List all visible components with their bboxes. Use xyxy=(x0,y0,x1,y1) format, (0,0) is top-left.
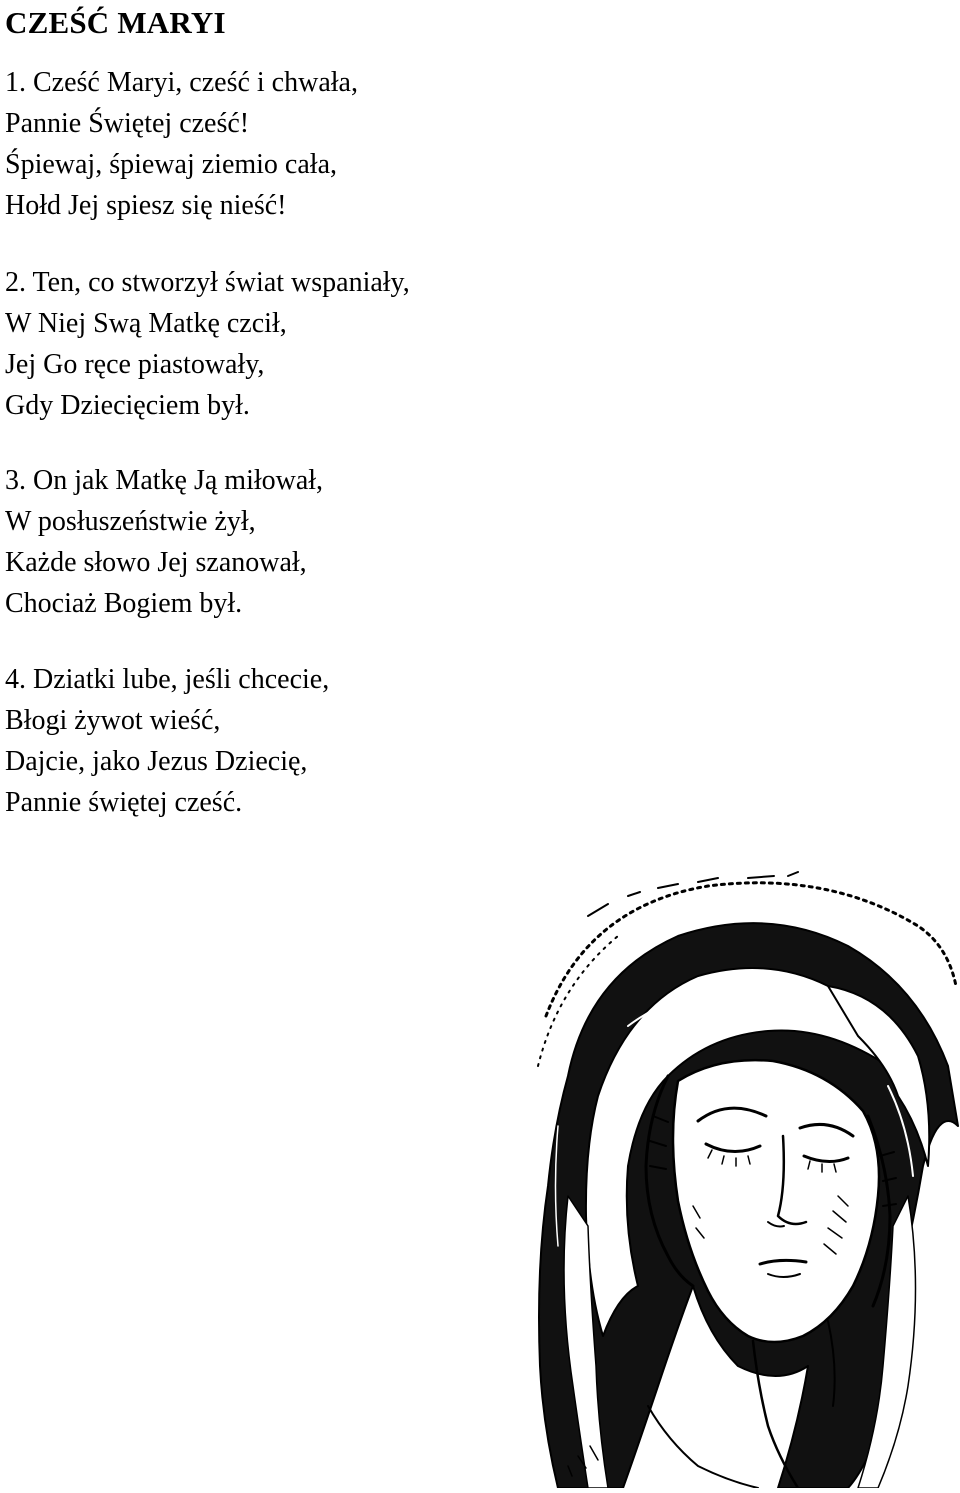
stanza-1 xyxy=(5,62,358,226)
page-title: CZEŚĆ MARYI xyxy=(5,5,226,40)
stanza-line: Chociaż Bogiem był. xyxy=(5,588,243,619)
stanza-line: Gdy Dziecięciem był. xyxy=(5,390,250,421)
stanza-line: W Niej Swą Matkę czcił, xyxy=(5,308,287,339)
stanza-line: Dajcie, jako Jezus Dziecię, xyxy=(5,746,308,777)
madonna-sketch-icon xyxy=(528,866,960,1488)
stanza-line: Jej Go ręce piastowały, xyxy=(5,349,265,380)
stanza-line: 3. On jak Matkę Ją miłował, xyxy=(5,465,324,496)
stanza-3 xyxy=(5,460,323,624)
stanza-line: Każde słowo Jej szanował, xyxy=(5,547,307,578)
stanza-line: 1. Cześć Maryi, cześć i chwała, xyxy=(5,67,358,98)
stanza-line: 2. Ten, co stworzył świat wspaniały, xyxy=(5,267,410,298)
madonna-illustration xyxy=(528,866,960,1488)
stanza-4 xyxy=(5,659,329,823)
stanza-line: Pannie świętej cześć. xyxy=(5,787,243,818)
stanza-line: Pannie Świętej cześć! xyxy=(5,108,250,139)
stanza-2 xyxy=(5,262,410,426)
stanza-line: Hołd Jej spiesz się nieść! xyxy=(5,190,287,221)
stanza-line: W posłuszeństwie żył, xyxy=(5,506,256,537)
stanza-line: 4. Dziatki lube, jeśli chcecie, xyxy=(5,664,330,695)
stanza-line: Błogi żywot wieść, xyxy=(5,705,221,736)
stanza-line: Śpiewaj, śpiewaj ziemio cała, xyxy=(5,149,337,180)
